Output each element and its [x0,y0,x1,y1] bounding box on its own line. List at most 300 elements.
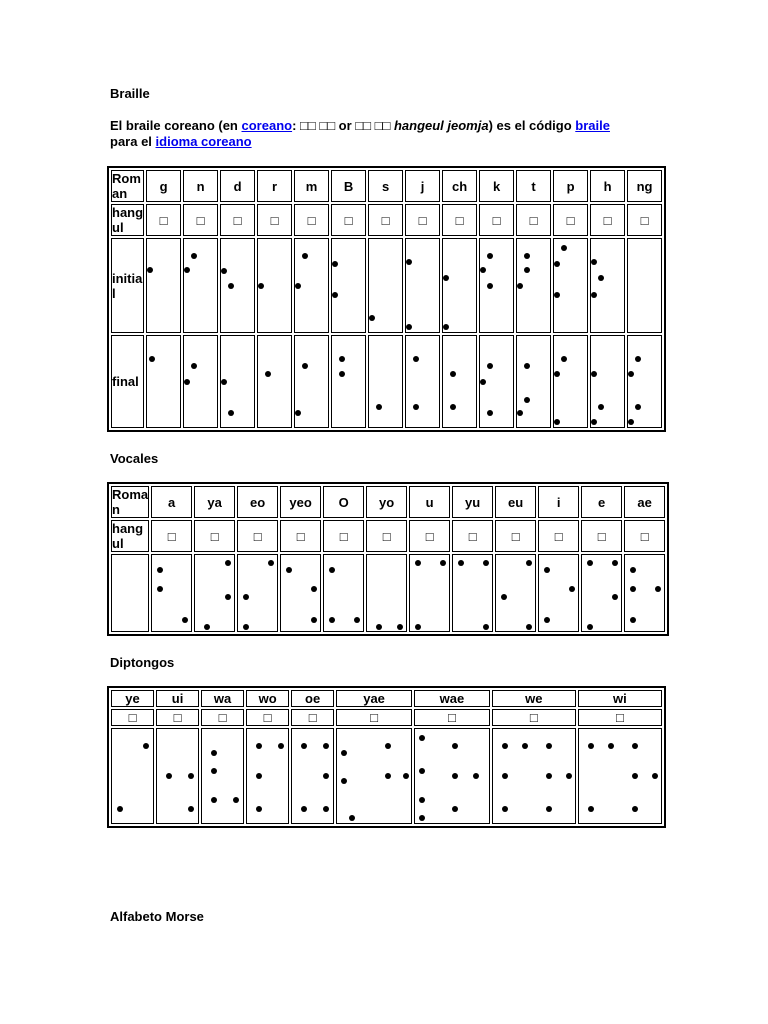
braille-dot [211,750,217,756]
braille-dot [184,379,190,385]
braille-dot [566,773,572,779]
braille-cell [493,729,573,823]
column-header: h [590,170,625,202]
diphthong-braille-cell [336,728,412,824]
column-header: i [538,486,579,518]
column-header: oe [291,690,334,707]
braille-dot [588,806,594,812]
column-header: ye [111,690,154,707]
braille-dot [243,624,249,630]
vowel-braille-cell [237,554,278,632]
hangul-cell: □ [336,709,412,726]
braille-dot [184,267,190,273]
initial-braille-cell [479,238,514,333]
braille-dot [385,743,391,749]
braille-heading: Braille [110,86,150,101]
diphthongs-heading: Diptongos [110,655,175,670]
column-header: ya [194,486,235,518]
initial-braille-cell [331,238,366,333]
braille-dot [591,259,597,265]
braille-dot [211,797,217,803]
final-braille-cell [442,335,477,428]
braille-dot [295,283,301,289]
row-label-final: final [111,335,144,428]
braille-dot [524,363,530,369]
hangul-cell: □ [111,709,154,726]
braille-dot [376,624,382,630]
braille-dot [587,560,593,566]
braille-dot [652,773,658,779]
braille-dot [450,371,456,377]
column-header: u [409,486,450,518]
column-header: ae [624,486,665,518]
braille-dot [166,773,172,779]
vowels-heading: Vocales [110,451,159,466]
braille-cell [221,336,254,427]
braille-cell [591,336,624,427]
final-braille-cell [590,335,625,428]
vowel-braille-cell [581,554,622,632]
column-header: eo [237,486,278,518]
braille-dot [339,371,345,377]
braille-dot [544,617,550,623]
braille-cell [517,239,550,332]
column-header: t [516,170,551,202]
hangul-cell: □ [405,204,440,236]
braille-cell [443,336,476,427]
braille-dot [517,410,523,416]
braille-dot [211,768,217,774]
braille-dot [295,410,301,416]
braille-cell [406,239,439,332]
column-header: r [257,170,292,202]
hangul-cell: □ [201,709,244,726]
intro-paragraph [110,118,670,150]
braille-dot [546,743,552,749]
braille-row [111,554,665,632]
braille-dot [452,773,458,779]
braille-dot [502,806,508,812]
braille-cell [579,729,659,823]
column-header: p [553,170,588,202]
braille-dot [188,773,194,779]
braille-dot [256,806,262,812]
hangul-cell: □ [294,204,329,236]
vowel-braille-cell [366,554,407,632]
braille-cell [367,555,406,631]
braille-cell [184,336,217,427]
braille-cell [258,239,291,332]
braille-dot [415,560,421,566]
diphthong-braille-cell [246,728,289,824]
braille-dot [612,594,618,600]
initial-braille-cell [590,238,625,333]
braille-dot [561,356,567,362]
vowel-braille-cell [323,554,364,632]
intro-text: El braile coreano (en [110,118,242,133]
braille-dot [487,283,493,289]
braille-dot [349,815,355,821]
braille-dot [329,567,335,573]
braille-dot [419,735,425,741]
hangul-cell: □ [237,520,278,552]
braille-dot [191,253,197,259]
braille-cell [628,336,661,427]
hangul-cell: □ [409,520,450,552]
initial-braille-cell [553,238,588,333]
final-braille-cell [294,335,329,428]
braille-dot [341,778,347,784]
braille-cell [453,555,492,631]
row-label-hangul: hang ul [112,205,144,235]
braille-cell [539,555,578,631]
intro-text: para el [110,134,156,149]
column-header: ch [442,170,477,202]
column-header: a [151,486,192,518]
braille-cell [195,555,234,631]
hangul-cell: □ [194,520,235,552]
braille-dot [554,371,560,377]
final-braille-cell [220,335,255,428]
link-braile[interactable]: braile [575,118,610,133]
column-header: B [331,170,366,202]
braille-dot [302,363,308,369]
braille-dot [522,743,528,749]
vowel-braille-cell [495,554,536,632]
braille-dot [524,397,530,403]
hangul-cell: □ [220,204,255,236]
row-label-hangul: hang ul [111,520,149,552]
braille-cell [152,555,191,631]
braille-dot [341,750,347,756]
morse-heading: Alfabeto Morse [110,909,204,924]
braille-dot [191,363,197,369]
column-header: e [581,486,622,518]
initial-braille-cell [442,238,477,333]
braille-cell [324,555,363,631]
hangul-row [111,520,665,552]
braille-cell [184,239,217,332]
braille-dot [311,617,317,623]
braille-cell [295,239,328,332]
braille-dot [243,594,249,600]
braille-dot [265,371,271,377]
braille-dot [628,371,634,377]
column-header: yu [452,486,493,518]
hangul-cell: □ [323,520,364,552]
braille-dot [608,743,614,749]
braille-dot [501,594,507,600]
braille-dot [369,315,375,321]
braille-dot [419,815,425,821]
braille-cell [406,336,439,427]
braille-dot [480,379,486,385]
braille-dot [632,773,638,779]
column-header: n [183,170,218,202]
braille-dot [443,324,449,330]
braille-dot [258,283,264,289]
intro-text: : [292,118,301,133]
hangul-cell: □ [442,204,477,236]
braille-dot [301,743,307,749]
braille-dot [487,253,493,259]
braille-cell [496,555,535,631]
hangul-row [111,709,662,726]
braille-cell [281,555,320,631]
hangul-cell: □ [452,520,493,552]
braille-cell [410,555,449,631]
braille-dot [591,292,597,298]
braille-dot [598,275,604,281]
braille-cell [112,729,152,823]
braille-cell [147,336,180,427]
diphthong-table [107,686,666,828]
braille-row [111,728,662,824]
braille-dot [630,567,636,573]
column-header: we [492,690,576,707]
hangul-text: □□ □□ [300,118,336,133]
column-header: yo [366,486,407,518]
braille-dot [301,806,307,812]
braille-dot [256,743,262,749]
braille-dot [524,267,530,273]
column-header: wae [414,690,490,707]
roman-row [111,690,662,707]
braille-dot [157,567,163,573]
hangul-cell: □ [581,520,622,552]
braille-dot [591,371,597,377]
final-braille-cell [368,335,403,428]
braille-cell [247,729,287,823]
braille-dot [221,379,227,385]
braille-dot [502,773,508,779]
hangul-cell: □ [146,204,181,236]
hangul-cell: □ [151,520,192,552]
braille-dot [354,617,360,623]
hangul-cell: □ [331,204,366,236]
braille-dot [487,410,493,416]
braille-dot [554,419,560,425]
hangul-cell: □ [414,709,490,726]
braille-dot [332,261,338,267]
hangul-cell: □ [516,204,551,236]
hangul-cell: □ [578,709,662,726]
vowel-braille-cell [538,554,579,632]
vowel-braille-cell [409,554,450,632]
braille-dot [591,419,597,425]
hangul-cell: □ [368,204,403,236]
column-header: g [146,170,181,202]
braille-dot [554,292,560,298]
braille-cell [238,555,277,631]
braille-cell [443,239,476,332]
hangul-cell: □ [366,520,407,552]
braille-dot [452,806,458,812]
braille-dot [587,624,593,630]
hangul-text: □□ □□ [355,118,391,133]
row-label-empty [111,554,149,632]
braille-dot [502,743,508,749]
braille-cell [554,336,587,427]
braille-dot [268,560,274,566]
braille-dot [204,624,210,630]
braille-dot [149,356,155,362]
braille-cell [480,336,513,427]
braille-dot [143,743,149,749]
braille-dot [630,617,636,623]
braille-cell [517,336,550,427]
final-row [111,335,662,428]
row-label-initial: initia l [111,238,144,333]
column-header: s [368,170,403,202]
braille-dot [385,773,391,779]
intro-text: ) es el código [488,118,576,133]
braille-dot [598,404,604,410]
romanized-term: hangeul jeomja [393,118,489,133]
braille-cell [369,336,402,427]
braille-dot [546,773,552,779]
braille-cell [202,729,242,823]
braille-dot [413,404,419,410]
braille-dot [630,586,636,592]
braille-dot [526,560,532,566]
diphthong-braille-cell [156,728,199,824]
braille-dot [588,743,594,749]
column-header: ui [156,690,199,707]
braille-cell [258,336,291,427]
braille-dot [406,324,412,330]
final-braille-cell [331,335,366,428]
consonant-table [107,166,666,432]
braille-dot [632,806,638,812]
intro-text: or [335,118,356,133]
braille-dot [117,806,123,812]
braille-dot [323,743,329,749]
braille-cell [369,239,402,332]
braille-cell [295,336,328,427]
final-braille-cell [257,335,292,428]
braille-dot [632,743,638,749]
braille-cell [582,555,621,631]
braille-cell [415,729,487,823]
final-braille-cell [479,335,514,428]
braille-dot [569,586,575,592]
braille-dot [487,363,493,369]
braille-dot [452,743,458,749]
column-header: eu [495,486,536,518]
column-header: d [220,170,255,202]
braille-dot [473,773,479,779]
braille-dot [311,586,317,592]
column-header: m [294,170,329,202]
column-header: wi [578,690,662,707]
braille-dot [483,624,489,630]
braille-dot [546,806,552,812]
braille-dot [415,624,421,630]
braille-dot [403,773,409,779]
final-braille-cell [516,335,551,428]
final-braille-cell [553,335,588,428]
final-braille-cell [183,335,218,428]
column-header: yeo [280,486,321,518]
braille-dot [286,567,292,573]
link-coreano[interactable]: coreano [241,118,293,133]
roman-row [111,170,662,202]
braille-cell [221,239,254,332]
hangul-cell: □ [492,709,576,726]
braille-dot [157,586,163,592]
braille-dot [635,356,641,362]
braille-dot [332,292,338,298]
row-label-roman: Roma n [112,487,149,517]
diphthong-braille-cell [414,728,490,824]
initial-braille-cell [516,238,551,333]
vowel-braille-cell [624,554,665,632]
initial-row [111,238,662,333]
diphthong-braille-cell [492,728,576,824]
hangul-cell: □ [538,520,579,552]
braille-dot [458,560,464,566]
diphthong-braille-cell [111,728,154,824]
column-header: wa [201,690,244,707]
vowel-braille-cell [452,554,493,632]
final-braille-cell [405,335,440,428]
vowel-braille-cell [194,554,235,632]
initial-braille-cell [183,238,218,333]
vowel-table [107,482,669,636]
braille-dot [225,560,231,566]
hangul-cell: □ [280,520,321,552]
hangul-row [111,204,662,236]
braille-dot [655,586,661,592]
initial-braille-cell [368,238,403,333]
braille-cell [628,239,661,332]
hangul-cell: □ [590,204,625,236]
braille-dot [406,259,412,265]
hangul-cell: □ [257,204,292,236]
braille-dot [188,806,194,812]
column-header: yae [336,690,412,707]
braille-cell [292,729,332,823]
hangul-cell: □ [624,520,665,552]
braille-cell [332,239,365,332]
final-braille-cell [146,335,181,428]
diphthong-braille-cell [291,728,334,824]
braille-dot [483,560,489,566]
braille-dot [228,410,234,416]
braille-dot [228,283,234,289]
link-idioma-coreano[interactable]: idioma coreano [155,134,252,149]
braille-cell [332,336,365,427]
braille-cell [147,239,180,332]
braille-dot [225,594,231,600]
braille-dot [256,773,262,779]
initial-braille-cell [146,238,181,333]
braille-dot [323,806,329,812]
diphthong-braille-cell [578,728,662,824]
braille-dot [517,283,523,289]
braille-dot [612,560,618,566]
roman-row [111,486,665,518]
braille-dot [524,253,530,259]
final-braille-cell [627,335,662,428]
diphthong-braille-cell [201,728,244,824]
braille-dot [450,404,456,410]
column-header: O [323,486,364,518]
braille-dot [278,743,284,749]
braille-cell [591,239,624,332]
column-header: wo [246,690,289,707]
